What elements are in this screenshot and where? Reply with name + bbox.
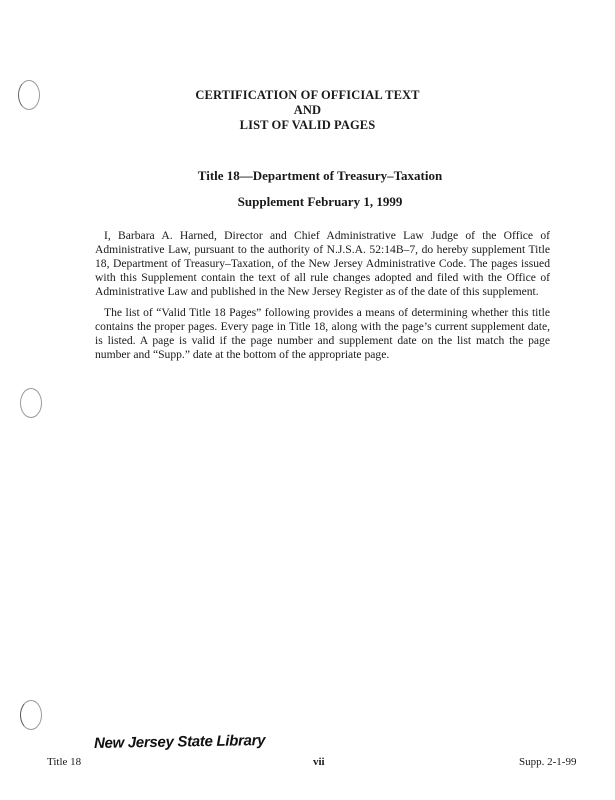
footer-supplement-date: Supp. 2-1-99 xyxy=(519,756,577,768)
footer-page-number: vii xyxy=(313,756,325,768)
certification-body xyxy=(95,229,550,362)
title-heading: Title 18—Department of Treasury–Taxation xyxy=(197,168,443,183)
footer-title: Title 18 xyxy=(47,756,82,768)
heading-line-2: AND xyxy=(293,103,322,117)
heading-line-1: CERTIFICATION OF OFFICIAL TEXT xyxy=(195,88,420,102)
library-stamp: New Jersey State Library xyxy=(93,732,266,752)
supplement-date-heading: Supplement February 1, 1999 xyxy=(237,194,403,209)
certification-heading xyxy=(0,88,615,133)
punch-hole-bottom xyxy=(20,700,42,730)
heading-line-3: LIST OF VALID PAGES xyxy=(239,118,376,132)
paragraph-valid-pages: The list of “Valid Title 18 Pages” following provides a means of determining whether this title contains the proper pages. Every page in Title 18, along with the page’s current supplement date, is listed. A page is valid if the page number and supplement date on the list match the page number and “Supp.” date at the bottom of the appropriate page. xyxy=(95,306,550,361)
punch-hole-middle xyxy=(20,388,42,418)
paragraph-certification: I, Barbara A. Harned, Director and Chief Administrative Law Judge of the Office of Administrative Law, pursuant to the authority of N.J.S.A. 52:14B–7, do hereby supplement Title 18, Department of Treasury–Taxation, of the New Jersey Administrative Code. The pages issued with this Supplement contain the text of all rule changes adopted and filed with the Office of Administrative Law and published in the New Jersey Register as of the date of this supplement. xyxy=(95,229,550,298)
